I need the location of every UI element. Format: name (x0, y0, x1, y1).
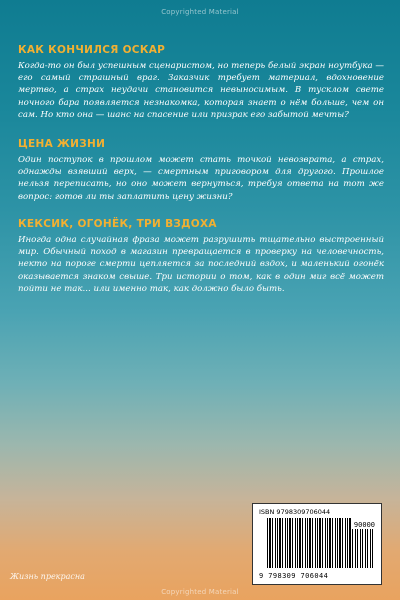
barcode-digits: 9 798309 706044 (259, 572, 329, 580)
copyright-watermark-bottom: Copyrighted Material (161, 588, 239, 596)
story-section-keksik (18, 218, 384, 295)
story-synopsis: Иногда одна случайная фраза может разрушить тщательно выстроенный мир. Обычный поход в магазин превращается в проверку на человечность, некто на пороге смерти цепляется за последний вздох, и маленький огонёк оказывается знаком свыше. Три истории о том, как в один миг всё может пойти не так... или именно так, как должно было быть. (18, 235, 384, 294)
story-section-price-of-life (18, 138, 384, 203)
price-code: 90000 (353, 521, 375, 529)
story-heading: КЕКСИК, ОГОНЁК, ТРИ ВЗДОХА (18, 218, 217, 230)
barcode-bars (267, 518, 351, 568)
isbn-barcode (252, 503, 382, 585)
story-synopsis: Один поступок в прошлом может стать точкой невозврата, а страх, однажды взявший верх, — смертным приговором для другого. Прошлое нельзя переписать, но оно может вернуться, требуя ответа на тот же вопрос: готов ли ты заплатить цену жизни? (18, 155, 384, 202)
barcode-addon-bars (350, 529, 374, 568)
copyright-watermark-top: Copyrighted Material (161, 8, 239, 16)
story-heading: КАК КОНЧИЛСЯ ОСКАР (18, 44, 166, 56)
publisher-name: Жизнь прекрасна (10, 572, 85, 581)
story-heading: ЦЕНА ЖИЗНИ (18, 138, 106, 150)
story-section-oscar (18, 44, 384, 121)
story-synopsis: Когда-то он был успешным сценаристом, но теперь белый экран ноутбука — его самый страшный враг. Заказчик требует материал, вдохновение мертво, а страх неудачи становится невыносимым. В тусклом свете ночного бара появляется незнакомка, которая знает о нём больше, чем он сам. Но кто она — шанс на спасение или призрак его забытой мечты? (18, 61, 384, 120)
isbn-label: ISBN 9798309706044 (259, 508, 331, 516)
